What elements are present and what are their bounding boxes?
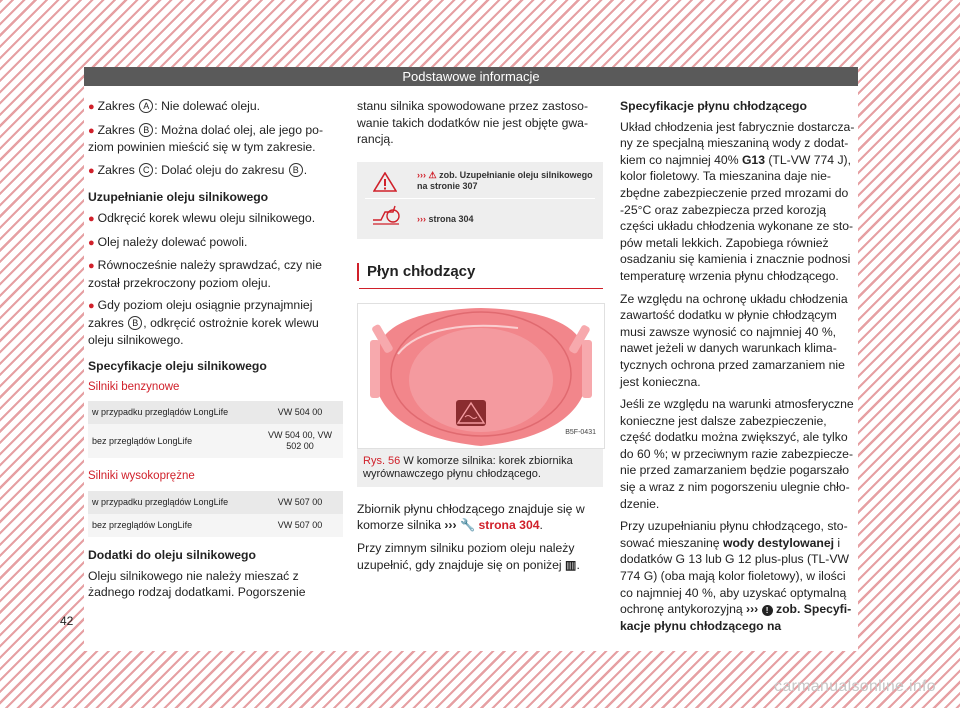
- spec-table-benzyna: [88, 401, 343, 458]
- subheading-diesel: Silniki wysokoprężne: [88, 470, 195, 483]
- bullet-icon: ●: [88, 124, 95, 137]
- paragraph-spec-3: Jeśli ze względu na warunki atmosferyczne konieczne jest dalsze zabezpieczenie, część dodatku można zwiększyć, ale tylko do 60 %; w przeciwnym razie zabezpieczenie przed zamarzaniem będzie pogarszało się a wraz z nim pogorszeniu ulegnie chłodzenie.: [620, 397, 854, 511]
- table-cell: bez przeglądów LongLife: [88, 424, 257, 458]
- list-item: [88, 210, 343, 228]
- heading-dodatki: Dodatki do oleju silnikowego: [88, 547, 256, 562]
- list-item: [88, 98, 343, 116]
- bullet-icon: ●: [88, 212, 95, 225]
- bullet-text: : Dolać oleju do zakresu: [154, 162, 288, 177]
- watermark: carmanualsonline.info: [774, 678, 936, 695]
- page-header: Podstawowe informacje: [84, 67, 858, 86]
- bullet-text: Zakres: [97, 122, 139, 137]
- bullet-icon: ●: [88, 260, 95, 273]
- bullet-text: .: [303, 162, 308, 177]
- paragraph-spec-4: Przy uzupełnianiu płynu chłodzącego, stosować mieszaninę wody destylowanej i dodatków G 13 lub G 12 plus-plus (TL-VW 774 G) (oba mają kolor fioletowy), w ilości co najmniej 40 %, aby uzyskać optymalną ochronę antykorozyjną ››› ! zob. Specyfikacje płynu chłodzącego na: [620, 519, 852, 633]
- figure-code: B5F-0431: [565, 429, 596, 437]
- list-item: [88, 122, 343, 156]
- table-cell: VW 504 00, VW 502 00: [257, 424, 343, 458]
- circle-label-icon: B: [139, 123, 153, 137]
- section-title: Płyn chłodzący: [357, 263, 603, 281]
- coolant-cap-figure: [357, 303, 605, 449]
- paragraph-cold-engine: Przy zimnym silniku poziom oleju należy uzupełnić, gdy znajduje się on poniżej ▥.: [357, 540, 580, 572]
- table-row: [88, 424, 343, 458]
- table-cell: w przypadku przeglądów LongLife: [88, 401, 257, 424]
- bullet-icon: ●: [88, 101, 95, 113]
- bullet-icon: ●: [88, 164, 95, 177]
- heading-spec-plynu: Specyfikacje płynu chłodzącego: [620, 99, 807, 113]
- bullet-text: Odkręcić korek wlewu oleju silnikowego.: [97, 210, 316, 225]
- column-1: [88, 98, 343, 607]
- bullet-text: Gdy poziom oleju osiągnie przynajmniej zakres: [88, 298, 313, 330]
- column-3: [620, 98, 858, 640]
- spec-table-diesel: [88, 491, 343, 537]
- subheading-benzyna: Silniki benzynowe: [88, 380, 180, 393]
- table-cell: VW 507 00: [257, 514, 343, 537]
- list-item: [88, 257, 343, 291]
- page-link[interactable]: strona 304: [478, 518, 540, 533]
- paragraph-location: Zbiornik płynu chłodzącego znajduje się w komorze silnika ››› 🔧 strona 304.: [357, 501, 585, 533]
- reference-link-1[interactable]: ››› ⚠ zob. Uzupełnianie oleju silnikowego na stronie 307: [417, 169, 593, 191]
- paragraph-spec-1: Układ chłodzenia jest fabrycznie dostarczany ze specjalną mieszaniną wody z dodatkiem co najmniej 40% G13 (TL-VW 774 J), kolor fioletowy. Ta mieszanina daje niezbędne zabezpieczenie przed mrozami do -25°C oraz zabezpiecza przed korozją części układu chłodzenia wykonane ze stopów metali lekkich. Zapobiega również osadzaniu się kamienia i znacznie podnosi temperaturę wrzenia płynu chłodzącego.: [620, 119, 855, 283]
- alert-icon: !: [762, 605, 773, 616]
- bullet-text: Olej należy dolewać powoli.: [97, 234, 248, 249]
- bullet-text: Równocześnie należy sprawdzać, czy nie został przekroczony poziom oleju.: [88, 258, 322, 290]
- list-item: [88, 162, 343, 180]
- bullet-icon: ●: [88, 300, 95, 313]
- heading-spec-oleju: Specyfikacje oleju silnikowego: [88, 359, 267, 374]
- bullet-text: Zakres: [97, 99, 139, 113]
- caption-text: W komorze silnika: korek zbiornika wyrównawczego płynu chłodzącego.: [363, 454, 573, 480]
- table-cell: VW 504 00: [257, 401, 343, 424]
- engine-compartment-icon: 🔧: [459, 518, 476, 533]
- bullet-icon: ●: [88, 236, 95, 249]
- bullet-text: , odkręcić ostrożnie korek wlewu oleju silnikowego.: [88, 315, 319, 347]
- table-cell: VW 507 00: [257, 491, 343, 514]
- bullet-text: Zakres: [97, 162, 139, 177]
- heading-uzupelnianie: Uzupełnianie oleju silnikowego: [88, 190, 269, 205]
- circle-label-icon: A: [139, 99, 153, 113]
- table-row: [88, 491, 343, 514]
- figure-caption: [357, 449, 603, 487]
- bullet-text: : Można dolać olej, ale jego poziom powinien mieścić się w tym zakresie.: [88, 122, 323, 155]
- bullet-text: : Nie dolewać oleju.: [154, 99, 260, 113]
- reference-link-2[interactable]: ››› strona 304: [417, 213, 474, 224]
- page-number: 42: [60, 614, 74, 628]
- list-item: [88, 297, 343, 348]
- list-item: [88, 234, 343, 252]
- reference-link-3[interactable]: zob. Specyfikacje płynu chłodzącego na: [620, 602, 852, 633]
- table-row: [88, 401, 343, 424]
- table-cell: bez przeglądów LongLife: [88, 514, 257, 537]
- min-mark-icon: ▥: [565, 557, 577, 572]
- paragraph-dodatki: Oleju silnikowego nie należy mieszać z żadnego rodzaj dodatkami. Pogorszenie: [88, 568, 306, 600]
- paragraph-spec-2: Ze względu na ochronę układu chłodzenia zawartość dodatku w płynie chłodzącym musi zawsze wynosić co najmniej 40 %, nawet jeżeli w danych warunkach klimatycznych ochrona przed zamarzaniem nie jest konieczna.: [620, 291, 848, 389]
- warning-icon: [373, 172, 397, 192]
- circle-label-icon: B: [128, 316, 142, 330]
- circle-label-icon: B: [289, 163, 303, 177]
- caption-number: Rys. 56: [363, 454, 401, 467]
- reference-box: [357, 162, 603, 239]
- divider: [365, 198, 595, 199]
- column-2: [357, 98, 603, 579]
- table-row: [88, 514, 343, 537]
- table-cell: w przypadku przeglądów LongLife: [88, 491, 257, 514]
- car-part-icon: [371, 202, 401, 226]
- circle-label-icon: C: [139, 163, 153, 177]
- paragraph-continued: stanu silnika spowodowane przez zastosowanie takich dodatków nie jest objęte gwarancją.: [357, 99, 589, 147]
